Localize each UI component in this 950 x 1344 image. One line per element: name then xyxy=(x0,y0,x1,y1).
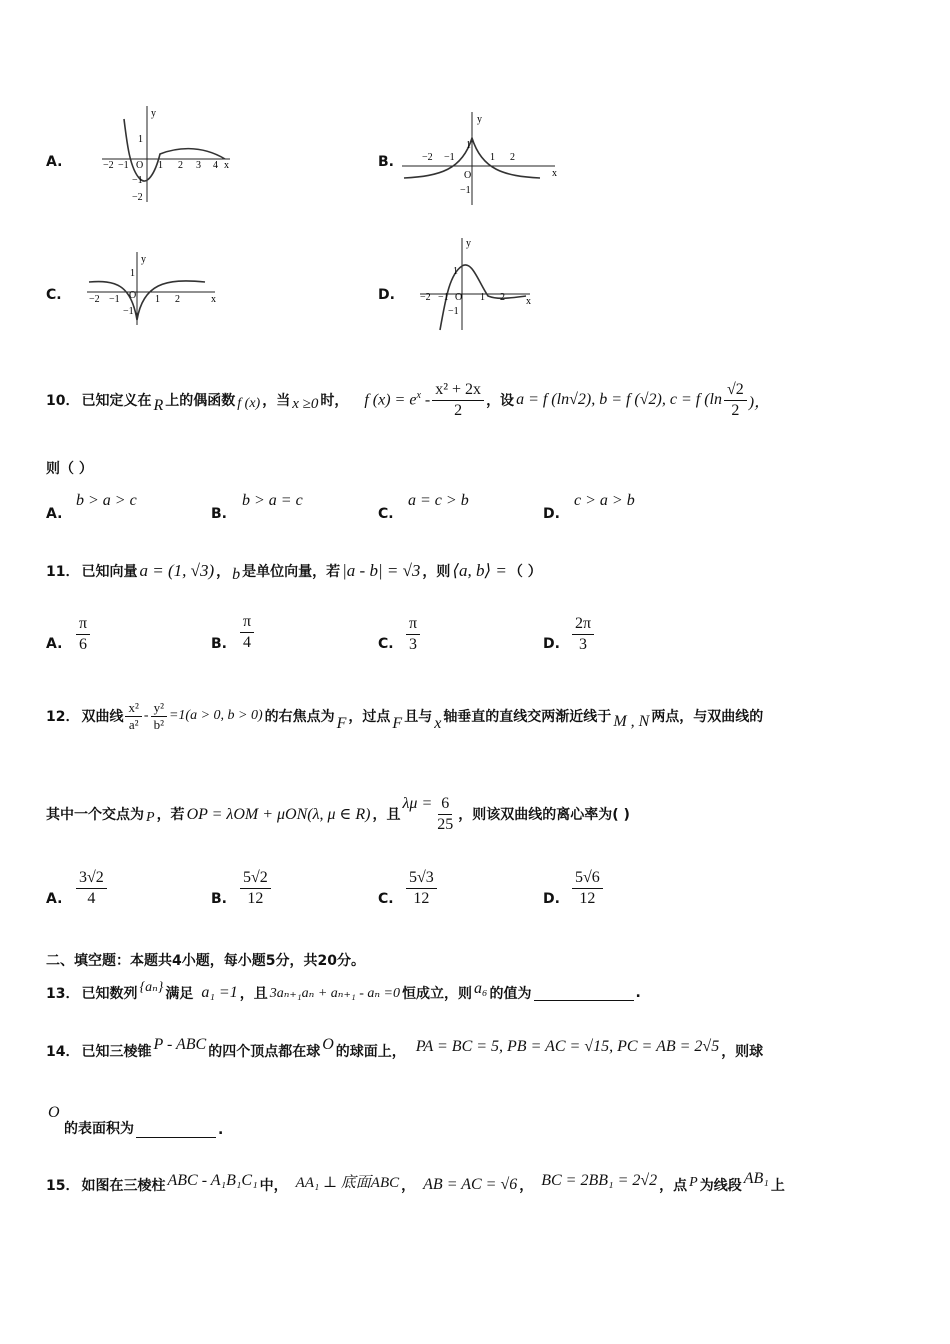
q15-text: 上 xyxy=(770,1178,785,1194)
q12-vector-eq: OP = λOM + μON(λ, μ ∈ R) xyxy=(186,806,371,823)
graph-a-xtick: 3 xyxy=(196,160,201,171)
q12-equation: =1(a > 0, b > 0) xyxy=(168,708,263,723)
graph-d-axis-y: y xyxy=(466,238,471,249)
q10-func-exp: x xyxy=(416,390,421,402)
section-heading-fill-in: 二、填空题：本题共4小题，每小题5分，共20分。 xyxy=(46,953,365,969)
q13-text: . xyxy=(635,985,641,1001)
q10-func-fraction xyxy=(432,380,484,421)
graph-c-xtick: 1 xyxy=(155,294,160,305)
q10-c-close: )， xyxy=(748,393,771,411)
q12-line2 xyxy=(46,790,630,838)
q12-option-a-num: 3√2 xyxy=(76,868,107,889)
graph-b xyxy=(400,110,560,210)
graph-b-xtick: 2 xyxy=(510,152,515,163)
graph-a-xtick: −1 xyxy=(118,160,129,171)
graph-c-axis-x: x xyxy=(211,294,216,305)
q15-text: ， xyxy=(519,1178,534,1194)
question-11 xyxy=(46,556,542,586)
q15-equation-1: AB = AC = √6 xyxy=(423,1176,518,1193)
graph-a-xtick: −2 xyxy=(103,160,114,171)
q12-text: 其中一个交点为 xyxy=(46,807,144,823)
q11-angle: ⟨a, b⟩ = xyxy=(452,561,507,580)
q12-text: ，过点 xyxy=(348,709,391,725)
q11-text: ，则 xyxy=(422,564,451,580)
graph-c-axis-y: y xyxy=(141,254,146,265)
graph-a-xtick: 4 xyxy=(213,160,218,171)
q12-lm-fraction xyxy=(434,794,456,835)
q10-set-r: R xyxy=(153,397,164,414)
q12-lm-num: 6 xyxy=(438,794,452,815)
q14-text: 的表面积为 xyxy=(64,1121,134,1137)
q12-lm-den: 25 xyxy=(437,815,454,833)
q13-relation: 3aₙ₊₁aₙ + aₙ₊₁ - aₙ =0 xyxy=(269,985,400,1001)
q15-text: 中， xyxy=(259,1178,288,1194)
q12-text: 的右焦点为 xyxy=(264,709,335,725)
q12-option-b xyxy=(240,868,271,909)
q13-a6: a₆ xyxy=(473,980,488,997)
graph-a-axis-y: y xyxy=(151,108,156,119)
graph-a-ytick: −1 xyxy=(132,175,143,186)
q14-answer-blank[interactable] xyxy=(136,1123,216,1138)
q10-func-minus: - xyxy=(420,391,431,409)
q11-option-b-label: B. xyxy=(211,636,227,652)
question-15 xyxy=(46,1170,785,1200)
q12-text: ，若 xyxy=(156,807,185,823)
q12-number: 12． xyxy=(46,709,80,725)
q11-option-a xyxy=(76,614,90,655)
graph-b-axis-y: y xyxy=(477,114,482,125)
q11-option-d xyxy=(572,614,594,655)
q11-condition: |a - b| = √3 xyxy=(342,561,421,580)
q12-option-d-num: 5√6 xyxy=(572,868,603,889)
graph-a-xtick: 2 xyxy=(178,160,183,171)
graph-b-xtick: 1 xyxy=(490,152,495,163)
q12-text: 两点，与双曲线的 xyxy=(651,709,764,725)
q10-c-fraction xyxy=(724,380,747,421)
q10-fx: f (x) xyxy=(237,396,261,411)
q11-text: 已知向量 xyxy=(81,564,138,580)
q12-option-b-num: 5√2 xyxy=(240,868,271,889)
q15-text: ， xyxy=(401,1178,416,1194)
q14-pyramid: P - ABC xyxy=(153,1036,207,1053)
q12-option-c-den: 12 xyxy=(413,890,430,907)
graph-b-xtick: −2 xyxy=(422,152,433,163)
q12-option-d-label: D. xyxy=(543,891,560,907)
q10-func-lhs: f (x) = e xyxy=(364,391,417,409)
q12-x-fraction xyxy=(125,700,141,733)
q13-text: ，且 xyxy=(239,986,268,1002)
q15-segment-ab1: AB₁ xyxy=(743,1170,769,1187)
q13-a1: a₁ =1 xyxy=(201,984,238,1001)
q11-option-d-label: D. xyxy=(543,636,560,652)
question-10 xyxy=(46,380,770,420)
q11-option-c-den: 3 xyxy=(409,636,418,653)
graph-b-ytick: 1 xyxy=(466,140,471,151)
q12-option-c xyxy=(406,868,437,909)
graph-c-xtick: O xyxy=(129,290,137,301)
graph-b-ytick: −1 xyxy=(460,185,471,196)
q10-func-den: 2 xyxy=(454,401,463,419)
q11-option-c xyxy=(406,614,420,655)
q14-text: ，则球 xyxy=(721,1044,764,1060)
q10-option-a: b > a > c xyxy=(76,492,137,509)
q13-text: 恒成立，则 xyxy=(401,986,472,1002)
q11-text: 是单位向量，若 xyxy=(242,564,341,580)
q12-text: 且与 xyxy=(404,709,433,725)
q13-answer-blank[interactable] xyxy=(534,986,634,1001)
graph-d-xtick: O xyxy=(455,292,463,303)
graph-d-axis-x: x xyxy=(526,296,531,307)
q10-option-d-label: D. xyxy=(543,506,560,522)
q12-text: ，且 xyxy=(372,807,401,823)
q11-option-d-den: 3 xyxy=(579,636,588,653)
q10-option-d: c > a > b xyxy=(574,492,635,509)
graph-a-xtick: 1 xyxy=(158,160,163,171)
q13-text: 满足 xyxy=(165,986,194,1002)
q12-option-b-den: 12 xyxy=(247,890,264,907)
q14-sphere-o: O xyxy=(322,1036,334,1053)
q11-option-a-den: 6 xyxy=(79,636,88,653)
q11-text: （ ） xyxy=(508,564,542,580)
q11-option-d-num: 2π xyxy=(572,614,594,635)
q10-c-num: √2 xyxy=(724,380,747,401)
q12-option-c-num: 5√3 xyxy=(406,868,437,889)
question-12 xyxy=(46,694,763,738)
question-14 xyxy=(46,1036,763,1066)
q12-text: ，则该双曲线的离心率为( ) xyxy=(458,807,630,823)
graph-d-ytick: −1 xyxy=(448,306,459,317)
option-label-c: C. xyxy=(46,287,62,303)
q14-text: 已知三棱锥 xyxy=(81,1044,152,1060)
q10-line2: 则（ ） xyxy=(46,461,93,477)
q15-equation-2: BC = 2BB₁ = 2√2 xyxy=(541,1172,658,1189)
graph-b-xtick: −1 xyxy=(444,152,455,163)
graph-d-ytick: 1 xyxy=(453,266,458,277)
q12-option-a xyxy=(76,868,107,909)
graph-b-xtick: O xyxy=(464,170,472,181)
graph-d-xtick: −2 xyxy=(420,292,431,303)
q12-focus-f: F xyxy=(336,715,347,732)
q10-option-b-label: B. xyxy=(211,506,227,522)
graph-c-ytick: −1 xyxy=(123,306,134,317)
q11-option-b xyxy=(240,612,254,653)
q12-axis-x: x xyxy=(434,715,442,732)
q12-option-a-den: 4 xyxy=(87,890,96,907)
q13-sequence: {aₙ} xyxy=(139,979,164,995)
q12-a2: a² xyxy=(128,716,139,732)
option-label-d: D. xyxy=(378,287,395,303)
q10-option-c-label: C. xyxy=(378,506,394,522)
q12-focus-f: F xyxy=(392,715,403,732)
q10-abc: a = f (ln√2), b = f (√2), c = f (ln xyxy=(516,391,722,408)
graph-c-ytick: 1 xyxy=(130,268,135,279)
q10-option-a-label: A. xyxy=(46,506,63,522)
option-label-a: A. xyxy=(46,154,63,170)
q12-text: 轴垂直的直线交两渐近线于 xyxy=(443,709,612,725)
q14-number: 14． xyxy=(46,1044,80,1060)
q10-option-b: b > a = c xyxy=(242,492,303,509)
graph-a-axis-x: x xyxy=(224,160,229,171)
q15-perpendicular: AA₁ ⊥ 底面ABC xyxy=(295,1174,400,1191)
q14-conditions: PA = BC = 5, PB = AC = √15, PC = AB = 2√5 xyxy=(415,1038,720,1055)
q11-number: 11． xyxy=(46,564,80,580)
q12-points-mn: M , N xyxy=(613,713,650,730)
q10-function xyxy=(364,390,430,409)
q10-number: 10． xyxy=(46,393,80,409)
q14-text: 的四个顶点都在球 xyxy=(208,1044,321,1060)
q12-option-d-den: 12 xyxy=(579,890,596,907)
q15-text: 为线段 xyxy=(699,1178,742,1194)
q13-text: 已知数列 xyxy=(81,986,138,1002)
q12-option-d xyxy=(572,868,603,909)
q12-lambda-mu: λμ = xyxy=(402,795,433,812)
q10-option-c: a = c > b xyxy=(408,492,469,509)
q12-y2: y² xyxy=(151,700,167,717)
q15-prism: ABC - A₁B₁C₁ xyxy=(167,1172,258,1189)
q10-text: 时， xyxy=(320,393,349,409)
q10-text: ，当 xyxy=(262,393,291,409)
q12-option-b-label: B. xyxy=(211,891,227,907)
q12-option-a-label: A. xyxy=(46,891,63,907)
graph-a-ytick: −2 xyxy=(132,192,143,203)
q13-number: 13． xyxy=(46,986,80,1002)
q11-option-b-den: 4 xyxy=(243,634,252,651)
q12-option-c-label: C. xyxy=(378,891,394,907)
graph-c-xtick: 2 xyxy=(175,294,180,305)
graph-a xyxy=(100,104,235,204)
q10-text: ，设 xyxy=(486,393,515,409)
q10-text: 上的偶函数 xyxy=(165,393,236,409)
graph-d xyxy=(418,236,533,332)
q12-b2: b² xyxy=(153,716,164,732)
q14-sphere-o: O xyxy=(48,1104,60,1121)
q11-option-c-num: π xyxy=(406,614,420,635)
q15-text: ，点 xyxy=(659,1178,688,1194)
graph-a-ytick: 1 xyxy=(138,134,143,145)
graph-a-xtick: O xyxy=(136,160,144,171)
graph-d-xtick: 2 xyxy=(500,292,505,303)
graph-c-xtick: −1 xyxy=(109,294,120,305)
q15-point-p: P xyxy=(689,1175,698,1190)
q11-option-a-num: π xyxy=(76,614,90,635)
q14-text: . xyxy=(218,1122,224,1138)
q10-text: 已知定义在 xyxy=(81,393,152,409)
q14-text: 的球面上， xyxy=(335,1044,406,1060)
q10-condition: x ≥0 xyxy=(292,395,319,412)
q11-vector-a: a = (1, √3) xyxy=(139,561,215,580)
option-label-b: B. xyxy=(378,154,394,170)
q10-c-den: 2 xyxy=(731,401,740,419)
q12-minus: - xyxy=(143,708,149,723)
q11-text: ， xyxy=(216,564,231,580)
question-13 xyxy=(46,978,641,1008)
graph-c xyxy=(85,250,220,330)
q12-point-p: P xyxy=(146,810,155,825)
graph-c-xtick: −2 xyxy=(89,294,100,305)
q11-option-a-label: A. xyxy=(46,636,63,652)
q13-text: 的值为 xyxy=(489,986,532,1002)
graph-d-xtick: 1 xyxy=(480,292,485,303)
q11-option-c-label: C. xyxy=(378,636,394,652)
q11-option-b-num: π xyxy=(240,612,254,633)
graph-d-xtick: −1 xyxy=(438,292,449,303)
graph-b-axis-x: x xyxy=(552,168,557,179)
q15-text: 如图在三棱柱 xyxy=(81,1178,166,1194)
q15-number: 15． xyxy=(46,1178,80,1194)
q12-x2: x² xyxy=(125,700,141,717)
q14-line2 xyxy=(64,1118,223,1138)
q12-y-fraction xyxy=(151,700,167,733)
q12-text: 双曲线 xyxy=(81,709,124,725)
q10-func-num: x² + 2x xyxy=(432,380,484,401)
q11-vector-b: b xyxy=(232,566,241,583)
